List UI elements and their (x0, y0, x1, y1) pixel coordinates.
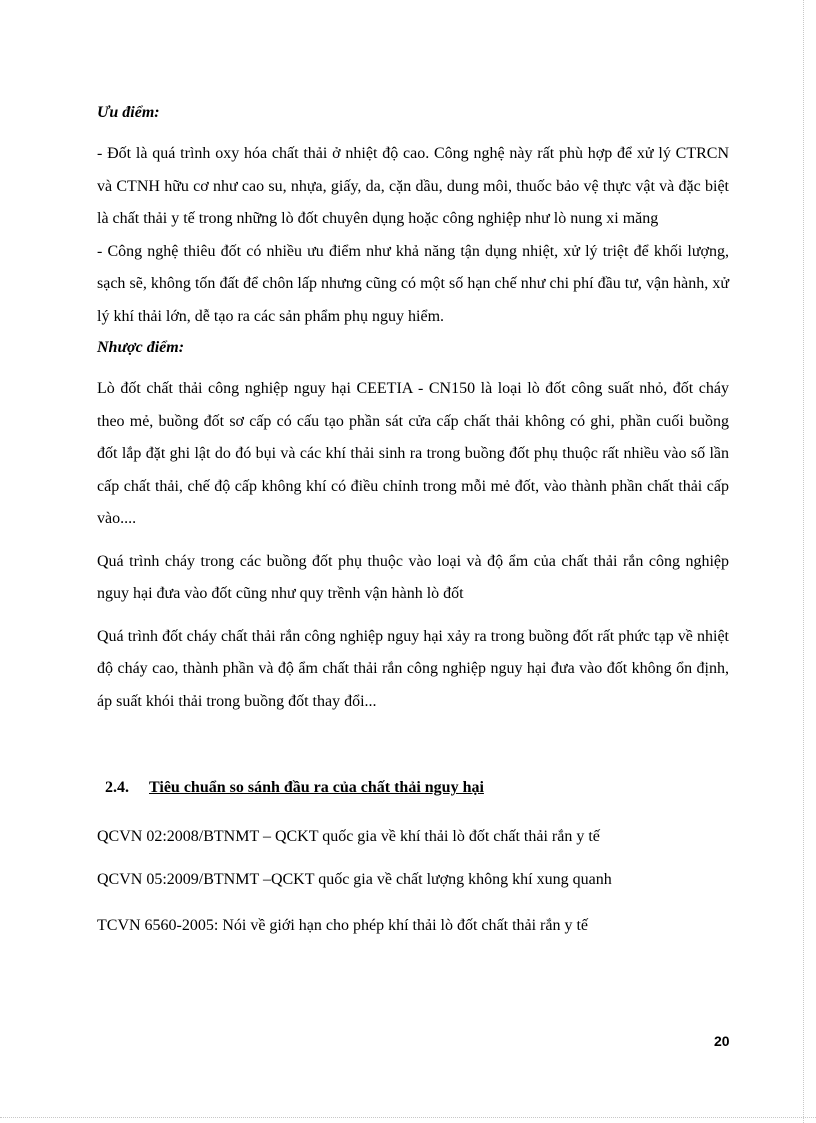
disadvantages-paragraph-3: Quá trình đốt cháy chất thải rắn công nghiệp nguy hại xảy ra trong buồng đốt rất phức tạp về nhiệt độ cháy cao, thành phần và độ ẩm chất thải rắn công nghiệp nguy hại đưa vào đốt không ổn định, áp suất khói thải trong buồng đốt thay đổi... (97, 627, 729, 710)
standard-item: QCVN 05:2009/BTNMT –QCKT quốc gia về chất lượng không khí xung quanh (97, 871, 612, 888)
disadvantages-paragraph-2: Quá trình cháy trong các buồng đốt phụ thuộc vào loại và độ ẩm của chất thải rắn công nghiệp nguy hại đưa vào đốt cũng như quy trềnh vận hành lò đốt (97, 552, 729, 602)
page-number: 20 (714, 1033, 730, 1049)
section-heading (105, 773, 484, 803)
advantages-paragraph-2: - Công nghệ thiêu đốt có nhiều ưu điểm như khả năng tận dụng nhiệt, xử lý triệt để khối lượng, sạch sẽ, không tốn đất để chôn lấp nhưng cũng có một số hạn chế như chi phí đầu tư, vận hành, xử lý khí thải lớn, dễ tạo ra các sản phẩm phụ nguy hiểm. (97, 242, 729, 325)
body-content (97, 98, 729, 718)
section-title: Tiêu chuẩn so sánh đầu ra của chất thải nguy hại (149, 779, 484, 796)
standard-item: TCVN 6560-2005: Nói về giới hạn cho phép khí thải lò đốt chất thải rắn y tế (97, 917, 589, 934)
disadvantages-heading: Nhược điểm: (97, 339, 185, 356)
page-border-right (803, 0, 804, 1123)
standard-item: QCVN 02:2008/BTNMT – QCKT quốc gia về khí thải lò đốt chất thải rắn y tế (97, 828, 600, 845)
advantages-paragraph-1: - Đốt là quá trình oxy hóa chất thải ở nhiệt độ cao. Công nghệ này rất phù hợp để xử lý CTRCN và CTNH hữu cơ như cao su, nhựa, giấy, da, cặn dầu, dung môi, thuốc bảo vệ thực vật và đặc biệt là chất thải y tế trong những lò đốt chuyên dụng hoặc công nghiệp như lò nung xi măng (97, 145, 729, 227)
advantages-heading: Ưu điểm: (97, 104, 160, 121)
disadvantages-paragraph-1: Lò đốt chất thải công nghiệp nguy hại CEETIA - CN150 là loại lò đốt công suất nhỏ, đốt cháy theo mẻ, buồng đốt sơ cấp có cấu tạo phần sát cửa cấp chất thải không có ghi, phần cuối buồng đốt lắp đặt ghi lật do đó bụi và các khí thải sinh ra trong buồng đốt phụ thuộc rất nhiều vào số lần cấp chất thải, chế độ cấp không khí có điều chỉnh trong mỗi mẻ đốt, vào thành phần chất thải cấp vào.... (97, 380, 729, 527)
page-border-bottom (0, 1117, 816, 1118)
section-number: 2.4. (105, 779, 129, 796)
